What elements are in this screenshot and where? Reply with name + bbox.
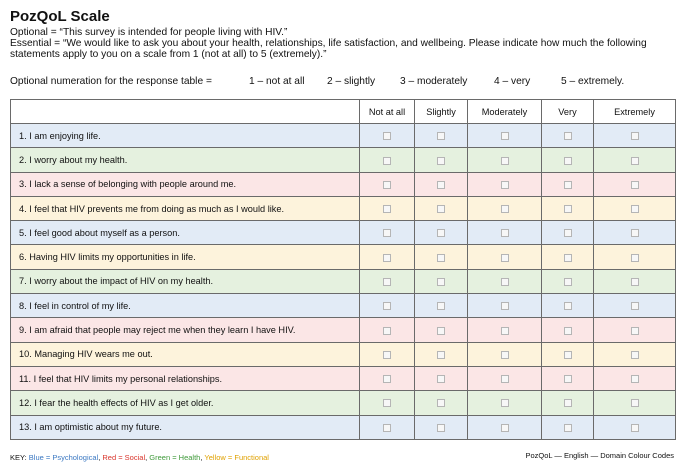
table-row — [11, 342, 676, 366]
response-cell — [542, 294, 594, 318]
response-checkbox[interactable] — [564, 302, 572, 310]
response-checkbox[interactable] — [437, 181, 445, 189]
response-cell — [360, 342, 415, 366]
response-checkbox[interactable] — [564, 181, 572, 189]
table-row — [11, 148, 676, 172]
response-cell — [360, 148, 415, 172]
response-checkbox[interactable] — [631, 132, 639, 140]
response-checkbox[interactable] — [437, 399, 445, 407]
response-checkbox[interactable] — [631, 157, 639, 165]
statement-text: 6. Having HIV limits my opportunities in life. — [11, 245, 360, 269]
optional-instruction: Optional = “This survey is intended for people living with HIV.” — [10, 27, 288, 38]
response-checkbox[interactable] — [564, 132, 572, 140]
intro-text — [10, 27, 674, 61]
response-cell — [360, 415, 415, 439]
response-cell — [542, 172, 594, 196]
response-checkbox[interactable] — [437, 327, 445, 335]
key-health: Green = Health — [149, 453, 201, 462]
table-row — [11, 196, 676, 220]
response-cell — [594, 269, 676, 293]
response-cell — [468, 196, 542, 220]
response-checkbox[interactable] — [437, 229, 445, 237]
response-cell — [542, 124, 594, 148]
response-cell — [594, 366, 676, 390]
response-checkbox[interactable] — [501, 302, 509, 310]
table-row — [11, 172, 676, 196]
response-checkbox[interactable] — [437, 351, 445, 359]
response-cell — [468, 245, 542, 269]
numeration-option: 3 – moderately — [400, 76, 468, 87]
response-checkbox[interactable] — [383, 254, 391, 262]
response-checkbox[interactable] — [631, 181, 639, 189]
response-checkbox[interactable] — [383, 399, 391, 407]
response-checkbox[interactable] — [564, 351, 572, 359]
numeration-option: 1 – not at all — [249, 76, 305, 87]
table-row — [11, 391, 676, 415]
response-checkbox[interactable] — [383, 132, 391, 140]
response-checkbox[interactable] — [631, 278, 639, 286]
response-cell — [542, 391, 594, 415]
table-header-row — [11, 100, 676, 124]
response-cell — [415, 221, 468, 245]
table-row — [11, 245, 676, 269]
response-checkbox[interactable] — [631, 254, 639, 262]
response-checkbox[interactable] — [383, 157, 391, 165]
table-row — [11, 294, 676, 318]
response-checkbox[interactable] — [383, 424, 391, 432]
response-cell — [415, 366, 468, 390]
response-cell — [415, 124, 468, 148]
response-cell — [542, 269, 594, 293]
response-checkbox[interactable] — [501, 351, 509, 359]
numeration-option: 5 – extremely. — [561, 76, 625, 87]
table-body — [11, 124, 676, 440]
response-checkbox[interactable] — [501, 327, 509, 335]
response-cell — [594, 172, 676, 196]
essential-instruction: Essential = “We would like to ask you about your health, relationships, life satisfaction, and wellbeing. Please indicate how much the following statements apply to you on a scale from 1 (not at all) to 5 (extremely).” — [10, 38, 647, 61]
response-cell — [360, 269, 415, 293]
statement-text: 13. I am optimistic about my future. — [11, 415, 360, 439]
response-cell — [594, 342, 676, 366]
response-cell — [594, 415, 676, 439]
response-checkbox[interactable] — [501, 399, 509, 407]
response-checkbox[interactable] — [437, 254, 445, 262]
response-checkbox[interactable] — [501, 157, 509, 165]
statement-text: 10. Managing HIV wears me out. — [11, 342, 360, 366]
header-slightly: Slightly — [415, 100, 468, 124]
response-cell — [594, 221, 676, 245]
numeration-option: 2 – slightly — [327, 76, 376, 87]
response-checkbox[interactable] — [564, 254, 572, 262]
response-cell — [594, 318, 676, 342]
response-cell — [594, 124, 676, 148]
response-cell — [542, 148, 594, 172]
response-cell — [594, 391, 676, 415]
response-checkbox[interactable] — [501, 205, 509, 213]
response-cell — [415, 318, 468, 342]
statement-text: 5. I feel good about myself as a person. — [11, 221, 360, 245]
response-cell — [468, 221, 542, 245]
header-extremely: Extremely — [594, 100, 676, 124]
response-cell — [415, 172, 468, 196]
response-checkbox[interactable] — [437, 205, 445, 213]
response-checkbox[interactable] — [631, 399, 639, 407]
numeration-option: 4 – very — [494, 76, 531, 87]
response-cell — [468, 391, 542, 415]
response-checkbox[interactable] — [437, 157, 445, 165]
response-checkbox[interactable] — [501, 375, 509, 383]
response-cell — [415, 294, 468, 318]
response-checkbox[interactable] — [631, 327, 639, 335]
response-cell — [542, 366, 594, 390]
response-checkbox[interactable] — [437, 132, 445, 140]
response-cell — [360, 391, 415, 415]
response-cell — [468, 148, 542, 172]
response-checkbox[interactable] — [383, 181, 391, 189]
response-cell — [468, 172, 542, 196]
key-functional: Yellow = Functional — [204, 453, 269, 462]
response-cell — [468, 294, 542, 318]
response-checkbox[interactable] — [564, 375, 572, 383]
response-cell — [468, 342, 542, 366]
response-checkbox[interactable] — [383, 375, 391, 383]
response-cell — [594, 148, 676, 172]
response-checkbox[interactable] — [437, 424, 445, 432]
key-prefix: KEY: — [10, 453, 27, 462]
response-checkbox[interactable] — [501, 132, 509, 140]
response-cell — [360, 245, 415, 269]
response-checkbox[interactable] — [383, 302, 391, 310]
response-checkbox[interactable] — [501, 424, 509, 432]
response-checkbox[interactable] — [501, 229, 509, 237]
response-checkbox[interactable] — [501, 278, 509, 286]
response-cell — [542, 415, 594, 439]
page-title: PozQoL Scale — [10, 8, 110, 25]
response-cell — [415, 415, 468, 439]
numeration-line — [10, 76, 674, 88]
response-cell — [360, 294, 415, 318]
response-cell — [415, 391, 468, 415]
statement-text: 3. I lack a sense of belonging with people around me. — [11, 172, 360, 196]
table-row — [11, 318, 676, 342]
response-checkbox[interactable] — [383, 229, 391, 237]
response-cell — [468, 366, 542, 390]
footer-text: PozQoL — English — Domain Colour Codes — [525, 451, 674, 460]
response-checkbox[interactable] — [564, 327, 572, 335]
response-checkbox[interactable] — [437, 375, 445, 383]
response-checkbox[interactable] — [383, 205, 391, 213]
response-cell — [360, 318, 415, 342]
response-checkbox[interactable] — [564, 157, 572, 165]
table-row — [11, 124, 676, 148]
response-checkbox[interactable] — [564, 205, 572, 213]
response-checkbox[interactable] — [564, 229, 572, 237]
response-checkbox[interactable] — [631, 302, 639, 310]
header-moderately: Moderately — [468, 100, 542, 124]
table-row — [11, 221, 676, 245]
statement-text: 12. I fear the health effects of HIV as I get older. — [11, 391, 360, 415]
response-cell — [360, 124, 415, 148]
table-row — [11, 269, 676, 293]
response-cell — [360, 221, 415, 245]
response-cell — [542, 196, 594, 220]
response-checkbox[interactable] — [501, 181, 509, 189]
response-checkbox[interactable] — [631, 229, 639, 237]
table-row — [11, 415, 676, 439]
response-cell — [360, 196, 415, 220]
statement-text: 8. I feel in control of my life. — [11, 294, 360, 318]
response-checkbox[interactable] — [631, 351, 639, 359]
statement-text: 2. I worry about my health. — [11, 148, 360, 172]
response-cell — [542, 318, 594, 342]
response-checkbox[interactable] — [501, 254, 509, 262]
response-checkbox[interactable] — [631, 375, 639, 383]
header-statement — [11, 100, 360, 124]
response-cell — [415, 196, 468, 220]
response-checkbox[interactable] — [437, 302, 445, 310]
table-row — [11, 366, 676, 390]
statement-text: 1. I am enjoying life. — [11, 124, 360, 148]
response-cell — [594, 245, 676, 269]
response-checkbox[interactable] — [564, 399, 572, 407]
response-cell — [415, 245, 468, 269]
statement-text: 7. I worry about the impact of HIV on my health. — [11, 269, 360, 293]
response-cell — [360, 172, 415, 196]
response-table — [10, 99, 676, 440]
response-cell — [360, 366, 415, 390]
response-checkbox[interactable] — [564, 278, 572, 286]
response-cell — [594, 196, 676, 220]
response-checkbox[interactable] — [383, 327, 391, 335]
colour-key: KEY: Blue = Psychological, Red = Social, Green = Health, Yellow = Functional — [10, 453, 269, 462]
response-cell — [542, 245, 594, 269]
response-checkbox[interactable] — [631, 205, 639, 213]
header-not-at-all: Not at all — [360, 100, 415, 124]
key-psychological: Blue = Psychological — [28, 453, 99, 462]
response-checkbox[interactable] — [564, 424, 572, 432]
response-cell — [542, 221, 594, 245]
statement-text: 4. I feel that HIV prevents me from doing as much as I would like. — [11, 196, 360, 220]
response-cell — [415, 269, 468, 293]
response-cell — [415, 342, 468, 366]
response-cell — [468, 124, 542, 148]
response-checkbox[interactable] — [383, 351, 391, 359]
response-cell — [542, 342, 594, 366]
response-cell — [594, 294, 676, 318]
response-checkbox[interactable] — [631, 424, 639, 432]
statement-text: 11. I feel that HIV limits my personal relationships. — [11, 366, 360, 390]
response-cell — [468, 269, 542, 293]
response-cell — [468, 415, 542, 439]
response-checkbox[interactable] — [437, 278, 445, 286]
response-cell — [468, 318, 542, 342]
key-social: Red = Social — [102, 453, 146, 462]
response-cell — [415, 148, 468, 172]
header-very: Very — [542, 100, 594, 124]
response-checkbox[interactable] — [383, 278, 391, 286]
numeration-label: Optional numeration for the response table = — [10, 76, 212, 87]
statement-text: 9. I am afraid that people may reject me when they learn I have HIV. — [11, 318, 360, 342]
